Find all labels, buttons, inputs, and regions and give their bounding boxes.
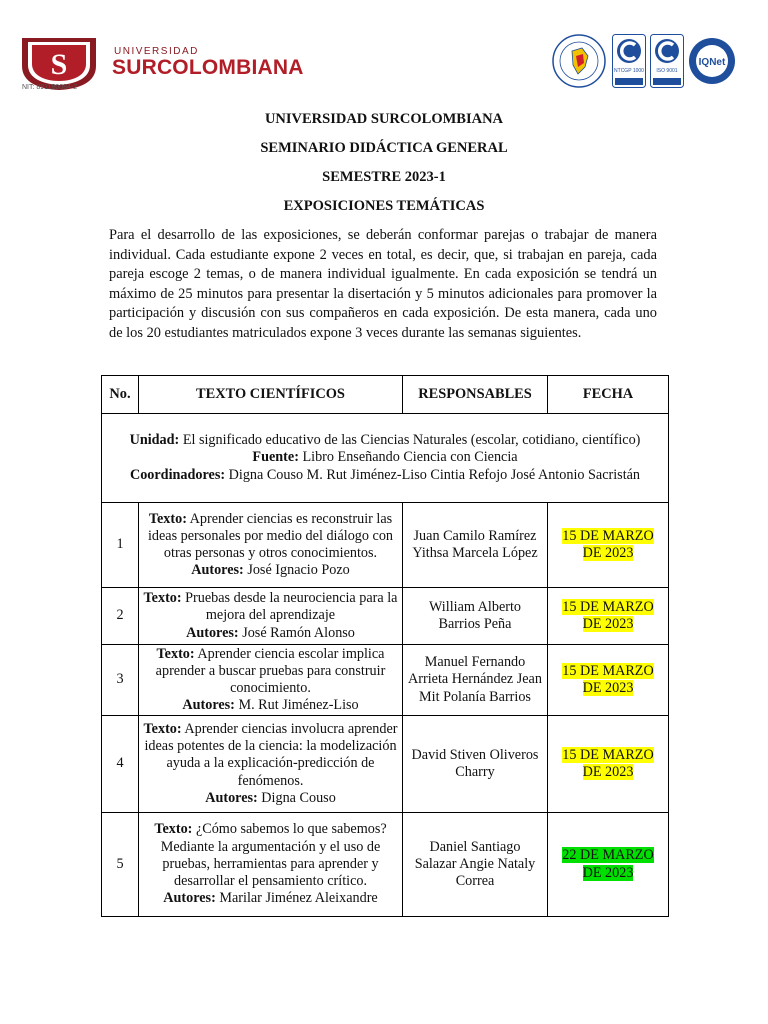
- fuente-line: [106, 449, 664, 466]
- unit-line: [106, 432, 664, 449]
- autores-value: Digna Couso: [257, 789, 336, 806]
- certification-logos: [552, 34, 734, 90]
- row-no: 3: [102, 645, 139, 716]
- row-responsables: David Stiven Oliveros Charry: [403, 716, 548, 813]
- row-texto-cell: [139, 588, 403, 645]
- usco-shield-icon: [20, 36, 100, 91]
- row-texto-cell: [139, 645, 403, 716]
- svg-text:S: S: [50, 48, 68, 81]
- row-fecha-cell: [548, 503, 669, 588]
- texto-value: ¿Cómo sabemos lo que sabemos? Mediante la argumentación y el uso de pruebas, herramientas para aprender y desarrollar el pensamiento crítico.: [160, 821, 387, 890]
- unidad-value: El significado educativo de las Ciencias Naturales (escolar, cotidiano, científico): [179, 432, 641, 449]
- row-no: 2: [102, 588, 139, 645]
- row-texto-cell: [139, 503, 403, 588]
- texto-value: Aprender ciencias involucra aprender ideas potentes de la ciencia: la modelización ayuda a la explicación-predicción de fenómenos.: [144, 720, 398, 789]
- row-responsables: Manuel Fernando Arrieta Hernández Jean Mit Polanía Barrios: [403, 645, 548, 716]
- row-texto-cell: [139, 716, 403, 813]
- table-row: [102, 813, 669, 917]
- table-header-row: [102, 376, 669, 414]
- coordinadores-label: Coordinadores:: [129, 466, 226, 483]
- fuente-value: Libro Enseñando Ciencia con Ciencia: [298, 449, 518, 466]
- government-seal-icon: [552, 34, 606, 88]
- fecha-value: 15 DE MARZO DE 2023: [562, 746, 654, 780]
- fecha-value: 15 DE MARZO DE 2023: [562, 527, 654, 561]
- table-row: [102, 716, 669, 813]
- texto-value: Aprender ciencia escolar implica aprender a buscar pruebas para construir conocimiento.: [155, 645, 386, 696]
- autores-label: Autores:: [163, 890, 216, 907]
- expositions-table: [101, 375, 669, 917]
- header-responsables: RESPONSABLES: [403, 376, 548, 414]
- autores-label: Autores:: [186, 624, 239, 641]
- icontec-iso9001-icon: [650, 34, 684, 88]
- row-responsables: William Alberto Barrios Peña: [403, 588, 548, 645]
- coordinadores-value: Digna Couso M. Rut Jiménez-Liso Cintia Refojo José Antonio Sacristán: [225, 466, 641, 483]
- logo-nit: NIT: 891180084-2: [22, 84, 78, 91]
- autores-label: Autores:: [205, 789, 258, 806]
- header-no: No.: [102, 376, 139, 414]
- row-no: 4: [102, 716, 139, 813]
- title-seminario: SEMINARIO DIDÁCTICA GENERAL: [260, 140, 508, 156]
- fuente-label: Fuente:: [252, 449, 299, 466]
- header-fecha: FECHA: [548, 376, 669, 414]
- title-semestre: SEMESTRE 2023-1: [322, 169, 446, 185]
- row-fecha-cell: [548, 588, 669, 645]
- texto-label: Texto:: [143, 590, 182, 607]
- texto-label: Texto:: [148, 510, 187, 527]
- texto-label: Texto:: [154, 821, 193, 838]
- title-university: UNIVERSIDAD SURCOLOMBIANA: [264, 111, 504, 127]
- header-texto: TEXTO CIENTÍFICOS: [139, 376, 403, 414]
- title-exposiciones: EXPOSICIONES TEMÁTICAS: [283, 198, 485, 214]
- logo-line-surcolombiana: SURCOLOMBIANA: [112, 56, 304, 79]
- table-row: [102, 503, 669, 588]
- icontec-ntcgp-icon: [612, 34, 646, 88]
- intro-paragraph: Para el desarrollo de las exposiciones, se deberán conformar parejas o trabajar de manera individual. Cada estudiante expone 2 veces en total, es decir, que, si trabajan en pareja, cada pareja escoge 2 temas, o de manera individual igualmente. En cada exposición se tendrá un máximo de 25 minutos para presentar la disertación y 5 minutos adicionales para promover la participación y discusión con sus compañeros en cada exposición. De esta manera, cada uno de los 20 estudiantes matriculados expone 3 veces durante las semanas siguientes.: [109, 227, 657, 341]
- row-responsables: Daniel Santiago Salazar Angie Nataly Correa: [403, 813, 548, 917]
- autores-value: Marilar Jiménez Aleixandre: [215, 890, 378, 907]
- ntcgp-caption: NTCGP 1000: [614, 68, 644, 74]
- row-fecha-cell: [548, 813, 669, 917]
- texto-value: Aprender ciencias es reconstruir las ideas personales por medio del diálogo con otras personas y otros conocimientos.: [147, 510, 394, 561]
- university-logo: [20, 36, 304, 106]
- texto-value: Pruebas desde la neurociencia para la mejora del aprendizaje: [181, 590, 398, 624]
- autores-value: M. Rut Jiménez-Liso: [234, 697, 359, 714]
- row-responsables: Juan Camilo Ramírez Yithsa Marcela López: [403, 503, 548, 588]
- fecha-value: 22 DE MARZO DE 2023: [562, 847, 654, 881]
- unit-info-cell: [102, 414, 669, 503]
- autores-value: José Ramón Alonso: [238, 624, 355, 641]
- unit-row: [102, 414, 669, 503]
- iqnet-icon: [688, 34, 736, 88]
- autores-value: José Ignacio Pozo: [243, 562, 350, 579]
- texto-label: Texto:: [156, 645, 195, 662]
- iso9001-caption: ISO 9001: [656, 68, 678, 74]
- row-texto-cell: [139, 813, 403, 917]
- fecha-value: 15 DE MARZO DE 2023: [562, 598, 654, 632]
- row-fecha-cell: [548, 645, 669, 716]
- autores-label: Autores:: [191, 562, 244, 579]
- table-row: [102, 588, 669, 645]
- row-fecha-cell: [548, 716, 669, 813]
- unidad-label: Unidad:: [129, 432, 180, 449]
- row-no: 5: [102, 813, 139, 917]
- row-no: 1: [102, 503, 139, 588]
- logo-line-universidad: UNIVERSIDAD: [114, 46, 199, 57]
- texto-label: Texto:: [143, 720, 182, 737]
- fecha-value: 15 DE MARZO DE 2023: [562, 662, 654, 696]
- autores-label: Autores:: [182, 697, 235, 714]
- coordinadores-line: [106, 467, 664, 484]
- table-row: [102, 645, 669, 716]
- iqnet-caption: IQNet: [698, 57, 726, 68]
